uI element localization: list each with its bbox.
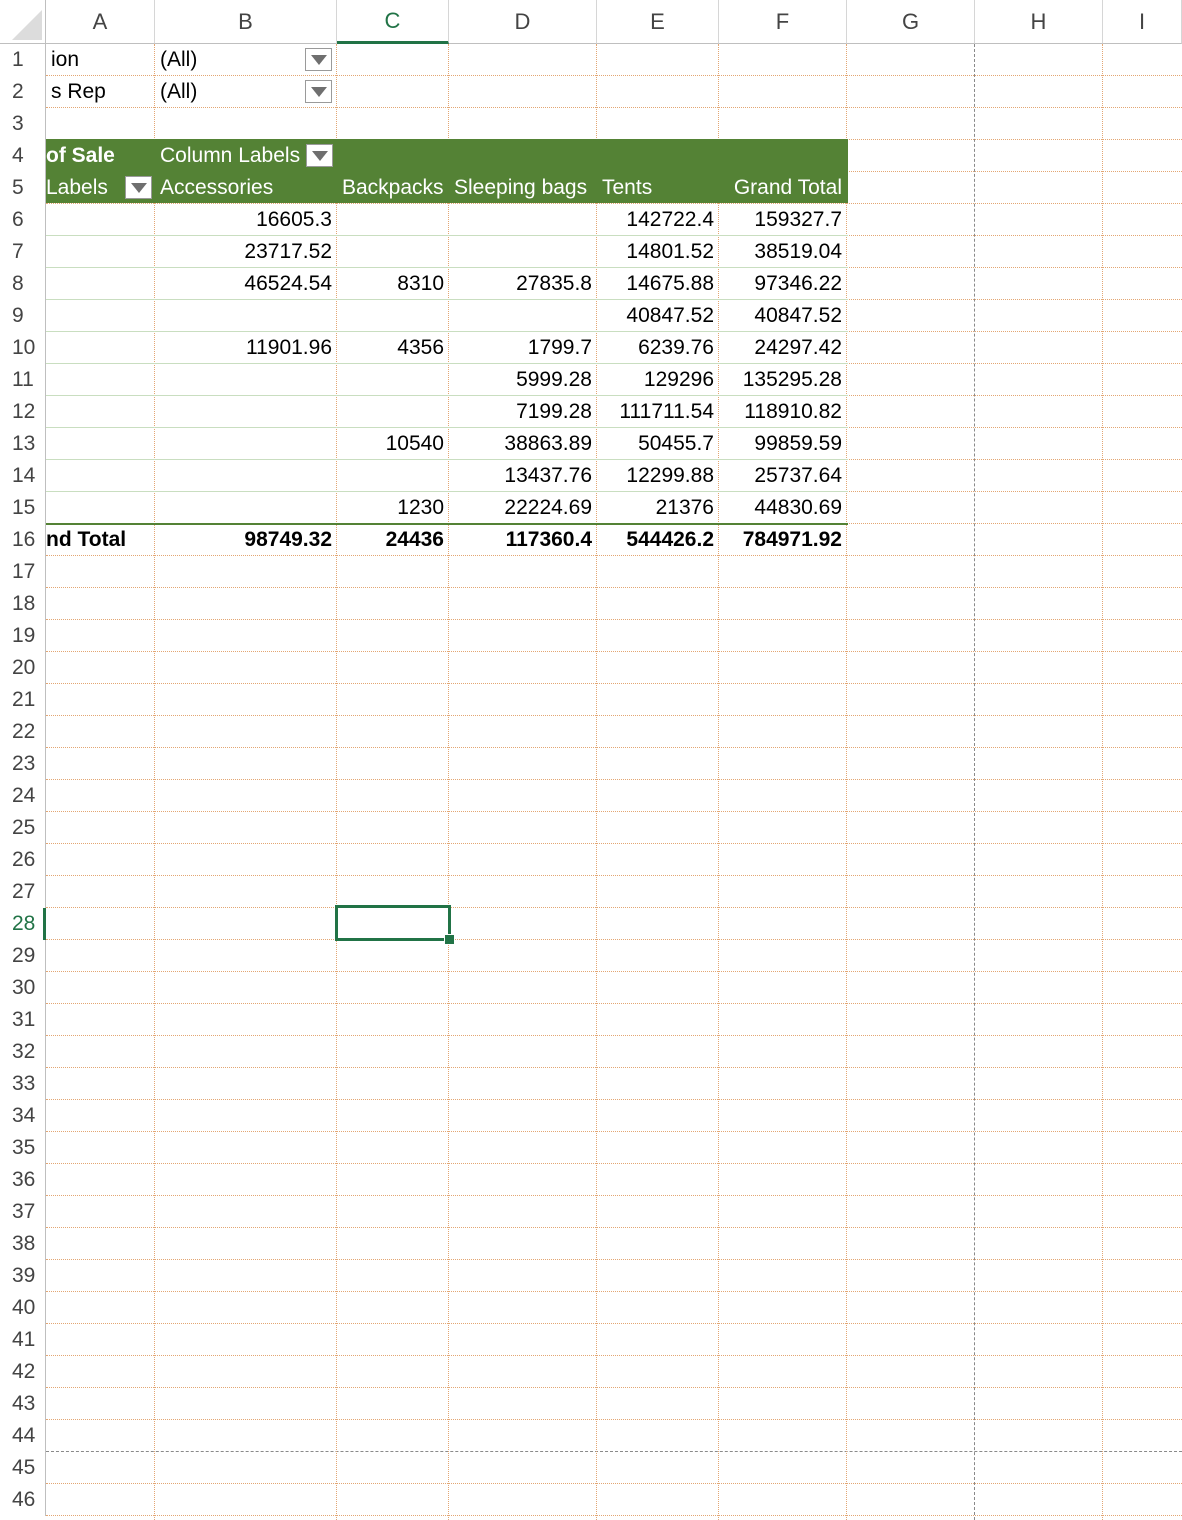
pivot-cell[interactable]: 1799.7	[527, 336, 592, 359]
pivot-cell[interactable]	[449, 204, 597, 236]
row-header-12[interactable]: 12	[0, 396, 46, 428]
row-header-14[interactable]: 14	[0, 460, 46, 492]
row-header-42[interactable]: 42	[0, 1356, 46, 1388]
column-header-a[interactable]: A	[46, 0, 155, 44]
pivot-cell[interactable]: 129296	[643, 368, 714, 391]
grand-total-cell[interactable]: 544426.2	[626, 528, 714, 551]
pivot-cell[interactable]: 118910.82	[744, 400, 842, 423]
row-header-17[interactable]: 17	[0, 556, 46, 588]
pivot-cell[interactable]: 97346.22	[754, 272, 842, 295]
pivot-header-accessories[interactable]: Accessories	[160, 176, 274, 199]
grand-total-label[interactable]: nd Total	[46, 528, 127, 551]
pivot-cell[interactable]	[337, 300, 449, 332]
grand-total-cell[interactable]: 784971.92	[742, 528, 842, 551]
row-header-46[interactable]: 46	[0, 1484, 46, 1516]
pivot-cell[interactable]: 142722.4	[626, 208, 714, 231]
row-header-10[interactable]: 10	[0, 332, 46, 364]
row-header-3[interactable]: 3	[0, 108, 46, 140]
pivot-header-tents[interactable]: Tents	[602, 176, 653, 199]
row-header-30[interactable]: 30	[0, 972, 46, 1004]
row-header-40[interactable]: 40	[0, 1292, 46, 1324]
column-labels-dropdown-icon[interactable]	[306, 144, 333, 167]
pivot-cell[interactable]	[337, 460, 449, 492]
row-header-18[interactable]: 18	[0, 588, 46, 620]
column-header-i[interactable]: I	[1103, 0, 1182, 44]
column-header-b[interactable]: B	[155, 0, 337, 44]
pivot-cell[interactable]	[337, 236, 449, 268]
row-header-33[interactable]: 33	[0, 1068, 46, 1100]
pivot-cell[interactable]: 23717.52	[244, 240, 332, 263]
pivot-cell[interactable]	[155, 460, 337, 492]
row-header-4[interactable]: 4	[0, 140, 46, 172]
row-header-41[interactable]: 41	[0, 1324, 46, 1356]
pivot-cell[interactable]	[337, 396, 449, 428]
grand-total-cell[interactable]: 98749.32	[244, 528, 332, 551]
row-header-36[interactable]: 36	[0, 1164, 46, 1196]
row-header-24[interactable]: 24	[0, 780, 46, 812]
pivot-cell[interactable]	[337, 204, 449, 236]
filter-1-dropdown-icon[interactable]	[305, 48, 332, 71]
row-header-13[interactable]: 13	[0, 428, 46, 460]
row-header-29[interactable]: 29	[0, 940, 46, 972]
row-header-43[interactable]: 43	[0, 1388, 46, 1420]
pivot-header-backpacks[interactable]: Backpacks	[342, 176, 444, 199]
row-header-25[interactable]: 25	[0, 812, 46, 844]
pivot-cell[interactable]	[155, 492, 337, 524]
pivot-cell[interactable]: 27835.8	[516, 272, 592, 295]
pivot-cell[interactable]: 111711.54	[619, 400, 714, 423]
pivot-cell[interactable]	[155, 396, 337, 428]
row-header-6[interactable]: 6	[0, 204, 46, 236]
select-all-corner[interactable]	[0, 0, 46, 44]
pivot-cell[interactable]	[155, 300, 337, 332]
row-header-34[interactable]: 34	[0, 1100, 46, 1132]
row-header-37[interactable]: 37	[0, 1196, 46, 1228]
filter-1-value[interactable]: (All)	[160, 48, 198, 71]
grand-total-cell[interactable]: 117360.4	[505, 528, 592, 551]
pivot-cell[interactable]: 11901.96	[245, 336, 332, 359]
row-header-15[interactable]: 15	[0, 492, 46, 524]
pivot-values-label[interactable]: of Sale	[46, 144, 115, 167]
row-header-45[interactable]: 45	[0, 1452, 46, 1484]
pivot-cell[interactable]: 5999.28	[516, 368, 592, 391]
row-labels-dropdown-icon[interactable]	[125, 176, 152, 199]
row-header-26[interactable]: 26	[0, 844, 46, 876]
pivot-cell[interactable]: 40847.52	[626, 304, 714, 327]
row-header-20[interactable]: 20	[0, 652, 46, 684]
row-header-9[interactable]: 9	[0, 300, 46, 332]
column-header-g[interactable]: G	[847, 0, 975, 44]
row-header-2[interactable]: 2	[0, 76, 46, 108]
filter-2-label[interactable]: s Rep	[51, 80, 106, 103]
row-header-28[interactable]: 28	[0, 908, 46, 940]
pivot-header-grand-total[interactable]: Grand Total	[733, 176, 842, 199]
row-header-32[interactable]: 32	[0, 1036, 46, 1068]
filter-1-label[interactable]: ion	[51, 48, 80, 71]
filter-2-value[interactable]: (All)	[160, 80, 198, 103]
pivot-cell[interactable]	[337, 364, 449, 396]
pivot-cell[interactable]: 22224.69	[504, 496, 592, 519]
pivot-cell[interactable]: 38519.04	[754, 240, 842, 263]
pivot-cell[interactable]: 159327.7	[754, 208, 842, 231]
fill-handle[interactable]	[444, 934, 455, 945]
row-header-19[interactable]: 19	[0, 620, 46, 652]
row-header-38[interactable]: 38	[0, 1228, 46, 1260]
filter-2-dropdown-icon[interactable]	[305, 80, 332, 103]
pivot-header-sleeping-bags[interactable]: Sleeping bags	[454, 176, 588, 199]
pivot-cell[interactable]: 24297.42	[754, 336, 842, 359]
row-header-39[interactable]: 39	[0, 1260, 46, 1292]
row-header-31[interactable]: 31	[0, 1004, 46, 1036]
pivot-cell[interactable]: 14801.52	[626, 240, 714, 263]
active-cell[interactable]	[335, 905, 451, 941]
pivot-cell[interactable]: 16605.3	[256, 208, 332, 231]
row-header-27[interactable]: 27	[0, 876, 46, 908]
row-header-8[interactable]: 8	[0, 268, 46, 300]
pivot-cell[interactable]	[449, 300, 597, 332]
row-header-35[interactable]: 35	[0, 1132, 46, 1164]
pivot-cell[interactable]: 25737.64	[754, 464, 842, 487]
row-header-7[interactable]: 7	[0, 236, 46, 268]
grand-total-cell[interactable]: 24436	[385, 528, 444, 551]
row-header-22[interactable]: 22	[0, 716, 46, 748]
pivot-cell[interactable]: 50455.7	[638, 432, 714, 455]
pivot-cell[interactable]	[155, 364, 337, 396]
row-header-1[interactable]: 1	[0, 44, 46, 76]
pivot-cell[interactable]	[449, 236, 597, 268]
row-header-21[interactable]: 21	[0, 684, 46, 716]
row-header-16[interactable]: 16	[0, 524, 46, 556]
pivot-cell[interactable]: 12299.88	[626, 464, 714, 487]
pivot-cell[interactable]: 40847.52	[754, 304, 842, 327]
row-header-44[interactable]: 44	[0, 1420, 46, 1452]
column-header-e[interactable]: E	[597, 0, 719, 44]
pivot-cell[interactable]	[155, 428, 337, 460]
pivot-cell[interactable]: 14675.88	[626, 272, 714, 295]
pivot-cell[interactable]: 13437.76	[504, 464, 592, 487]
pivot-cell[interactable]: 8310	[397, 272, 444, 295]
column-header-f[interactable]: F	[719, 0, 847, 44]
pivot-cell[interactable]: 21376	[655, 496, 714, 519]
pivot-cell[interactable]: 4356	[397, 336, 444, 359]
pivot-cell[interactable]: 135295.28	[742, 368, 842, 391]
pivot-cell[interactable]: 1230	[397, 496, 444, 519]
row-header-11[interactable]: 11	[0, 364, 46, 396]
pivot-cell[interactable]: 99859.59	[754, 432, 842, 455]
pivot-cell[interactable]: 10540	[385, 432, 444, 455]
column-header-h[interactable]: H	[975, 0, 1103, 44]
pivot-cell[interactable]: 38863.89	[504, 432, 592, 455]
row-header-23[interactable]: 23	[0, 748, 46, 780]
row-header-5[interactable]: 5	[0, 172, 46, 204]
pivot-cell[interactable]: 46524.54	[244, 272, 332, 295]
pivot-cell[interactable]: 6239.76	[638, 336, 714, 359]
pivot-row-labels[interactable]: Labels	[46, 176, 108, 199]
pivot-column-labels[interactable]: Column Labels	[160, 144, 301, 167]
column-header-c[interactable]: C	[337, 0, 449, 44]
pivot-cell[interactable]: 44830.69	[754, 496, 842, 519]
pivot-cell[interactable]: 7199.28	[516, 400, 592, 423]
column-header-d[interactable]: D	[449, 0, 597, 44]
